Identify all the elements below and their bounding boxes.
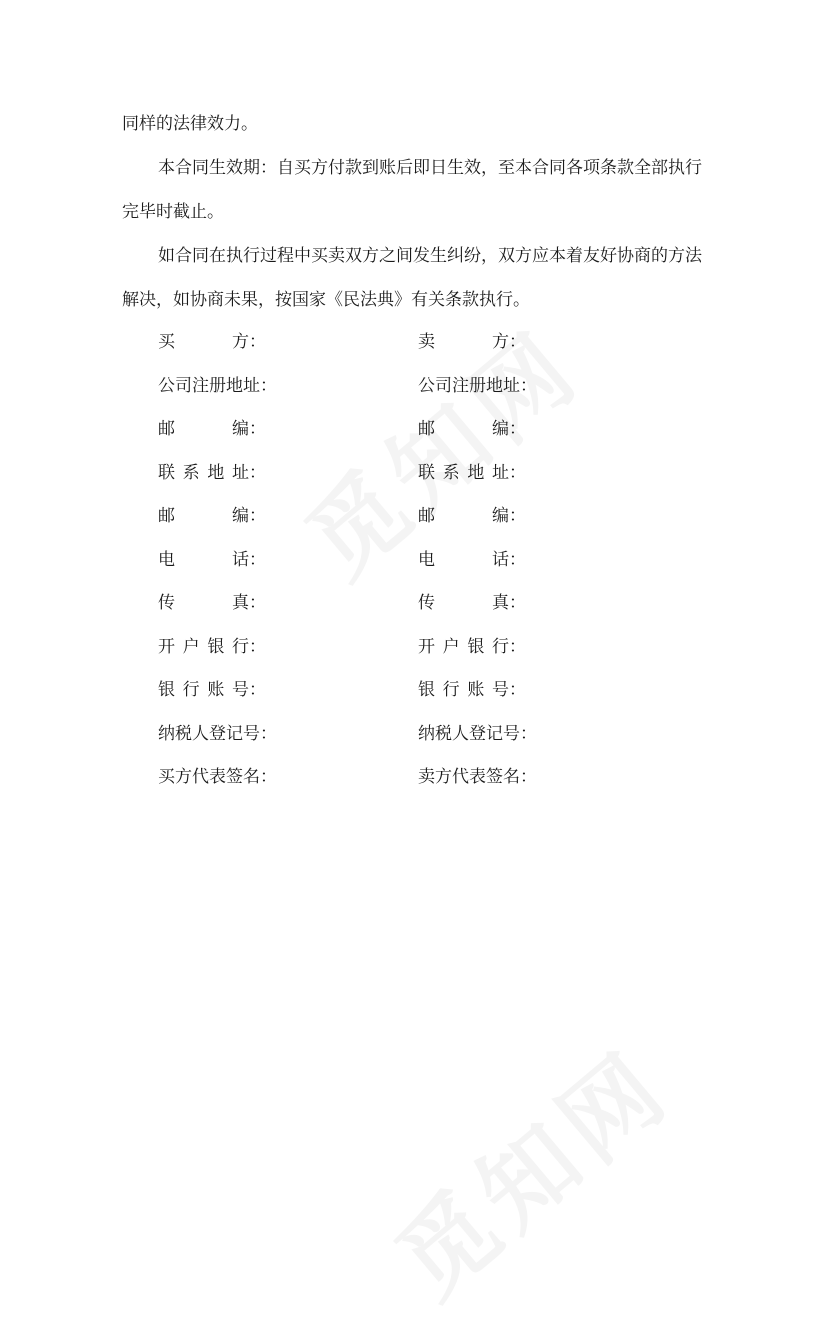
label-text: 公司注册地址：: [158, 375, 277, 396]
label-text: 编：: [232, 419, 266, 439]
buyer-field-label: [158, 417, 266, 441]
label-text: 银: [467, 636, 485, 657]
label-text: 系: [442, 462, 460, 483]
label-text: 号：: [231, 680, 266, 700]
label-text: 编：: [492, 506, 526, 526]
buyer-field-label: [158, 504, 266, 528]
seller-field-label: [418, 591, 526, 615]
label-text: 话：: [232, 549, 266, 570]
seller-field-label: [418, 417, 526, 441]
label-text: 行：: [231, 636, 266, 657]
buyer-field-label: [158, 461, 266, 485]
label-text: 行: [442, 680, 460, 700]
label-text: 卖: [418, 332, 435, 352]
seller-field-label: [418, 504, 526, 528]
label-text: 账: [467, 680, 485, 700]
label-text: 联: [418, 462, 435, 483]
label-text: 公司注册地址：: [418, 375, 537, 396]
label-text: 传: [158, 593, 175, 613]
buyer-field-label: [158, 678, 266, 702]
label-text: 纳税人登记号：: [418, 723, 537, 744]
seller-field-label: [418, 548, 526, 572]
label-text: 邮: [158, 506, 175, 526]
seller-field-label: [418, 374, 537, 398]
watermark: [363, 1014, 695, 1323]
paragraph-effective-period: 本合同生效期：自买方付款到账后即日生效，至本合同各项条款全部执行完毕时截止。: [122, 158, 702, 222]
label-text: 方：: [232, 332, 266, 352]
label-text: 户: [182, 636, 200, 657]
label-text: 账: [207, 680, 225, 700]
label-text: 开: [418, 636, 435, 657]
buyer-field-label: [158, 635, 266, 659]
buyer-field-label: [158, 722, 277, 746]
label-text: 编：: [492, 419, 526, 439]
label-text: 邮: [158, 419, 175, 439]
label-text: 行: [182, 680, 200, 700]
label-text: 编：: [232, 506, 266, 526]
label-text: 纳税人登记号：: [158, 723, 277, 744]
label-text: 真：: [232, 593, 266, 613]
label-text: 电: [418, 549, 435, 570]
label-text: 传: [418, 593, 435, 613]
paragraph-continuation: 同样的法律效力。: [122, 114, 258, 134]
buyer-field-label: [158, 330, 266, 354]
label-text: 址：: [491, 462, 526, 483]
label-text: 行：: [491, 636, 526, 657]
label-text: 话：: [492, 549, 526, 570]
label-text: 号：: [491, 680, 526, 700]
seller-field-label: [418, 722, 537, 746]
label-text: 户: [442, 636, 460, 657]
seller-field-label: [418, 765, 537, 789]
seller-field-label: [418, 678, 526, 702]
buyer-field-label: [158, 591, 266, 615]
label-text: 地: [207, 462, 225, 483]
label-text: 银: [207, 636, 225, 657]
label-text: 邮: [418, 506, 435, 526]
label-text: 银: [158, 680, 175, 700]
buyer-field-label: [158, 374, 277, 398]
seller-field-label: [418, 461, 526, 485]
buyer-field-label: [158, 548, 266, 572]
buyer-field-label: [158, 765, 277, 789]
label-text: 址：: [231, 462, 266, 483]
label-text: 卖方代表签名：: [418, 767, 537, 787]
seller-field-label: [418, 330, 526, 354]
paragraph-dispute-resolution: 如合同在执行过程中买卖双方之间发生纠纷，双方应本着友好协商的方法解决，如协商未果，按国家《民法典》有关条款执行。: [122, 246, 702, 310]
label-text: 真：: [492, 593, 526, 613]
label-text: 买方代表签名：: [158, 767, 277, 787]
label-text: 方：: [492, 332, 526, 352]
label-text: 邮: [418, 419, 435, 439]
label-text: 银: [418, 680, 435, 700]
label-text: 地: [467, 462, 485, 483]
seller-field-label: [418, 635, 526, 659]
label-text: 电: [158, 549, 175, 570]
label-text: 买: [158, 332, 175, 352]
label-text: 系: [182, 462, 200, 483]
label-text: 联: [158, 462, 175, 483]
label-text: 开: [158, 636, 175, 657]
